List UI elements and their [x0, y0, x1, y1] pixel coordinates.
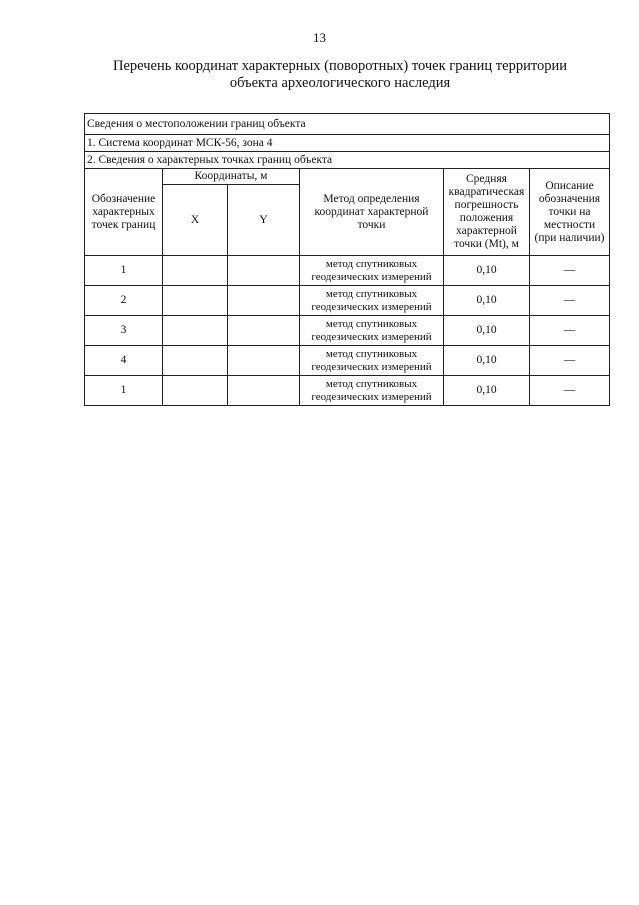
- cell-point: 4: [85, 346, 163, 376]
- cell-y: [228, 286, 300, 316]
- cell-x: [163, 256, 228, 286]
- header-description: Описание обозначения точки на местности (при наличии): [530, 169, 610, 256]
- cell-method: метод спутниковых геодезических измерений: [300, 346, 444, 376]
- cell-method: метод спутниковых геодезических измерений: [300, 256, 444, 286]
- points-header: 2. Сведения о характерных точках границ объекта: [85, 152, 610, 169]
- cell-description: —: [530, 256, 610, 286]
- cell-point: 2: [85, 286, 163, 316]
- document-title: [90, 58, 590, 92]
- cell-x: [163, 286, 228, 316]
- cell-method: метод спутниковых геодезических измерений: [300, 376, 444, 406]
- table-row: [85, 256, 610, 286]
- header-x: X: [163, 185, 228, 256]
- header-coordinates: Координаты, м: [163, 169, 300, 185]
- page-number: 13: [313, 30, 326, 45]
- cell-description: —: [530, 286, 610, 316]
- cell-x: [163, 316, 228, 346]
- cell-method: метод спутниковых геодезических измерений: [300, 316, 444, 346]
- cell-x: [163, 346, 228, 376]
- points-header-row: [85, 152, 610, 169]
- cell-point: 1: [85, 376, 163, 406]
- table-row: [85, 316, 610, 346]
- header-accuracy: Средняя квадратическая погрешность положения характерной точки (Mt), м: [444, 169, 530, 256]
- table-row: [85, 346, 610, 376]
- cell-accuracy: 0,10: [444, 316, 530, 346]
- cell-y: [228, 346, 300, 376]
- title-line-2: объекта археологического наследия: [229, 75, 451, 91]
- cell-accuracy: 0,10: [444, 256, 530, 286]
- cell-accuracy: 0,10: [444, 286, 530, 316]
- cell-x: [163, 376, 228, 406]
- cell-accuracy: 0,10: [444, 346, 530, 376]
- cell-description: —: [530, 376, 610, 406]
- section-header-row: [85, 114, 610, 135]
- cell-description: —: [530, 316, 610, 346]
- column-header-row-1: [85, 169, 610, 185]
- cell-y: [228, 376, 300, 406]
- header-point-designation: Обозначение характерных точек границ: [85, 169, 163, 256]
- cell-point: 1: [85, 256, 163, 286]
- cell-description: —: [530, 346, 610, 376]
- section-header: Сведения о местоположении границ объекта: [85, 114, 610, 135]
- header-method: Метод определения координат характерной точки: [300, 169, 444, 256]
- table-body: [85, 256, 610, 406]
- cell-y: [228, 316, 300, 346]
- header-y: Y: [228, 185, 300, 256]
- coordinates-table: [84, 113, 610, 406]
- coordinate-system-row: [85, 135, 610, 152]
- cell-point: 3: [85, 316, 163, 346]
- title-line-1: Перечень координат характерных (поворотных) точек границ территории: [112, 58, 568, 74]
- table-row: [85, 286, 610, 316]
- cell-accuracy: 0,10: [444, 376, 530, 406]
- cell-method: метод спутниковых геодезических измерений: [300, 286, 444, 316]
- coordinate-system: 1. Система координат МСК-56, зона 4: [85, 135, 610, 152]
- cell-y: [228, 256, 300, 286]
- table-row: [85, 376, 610, 406]
